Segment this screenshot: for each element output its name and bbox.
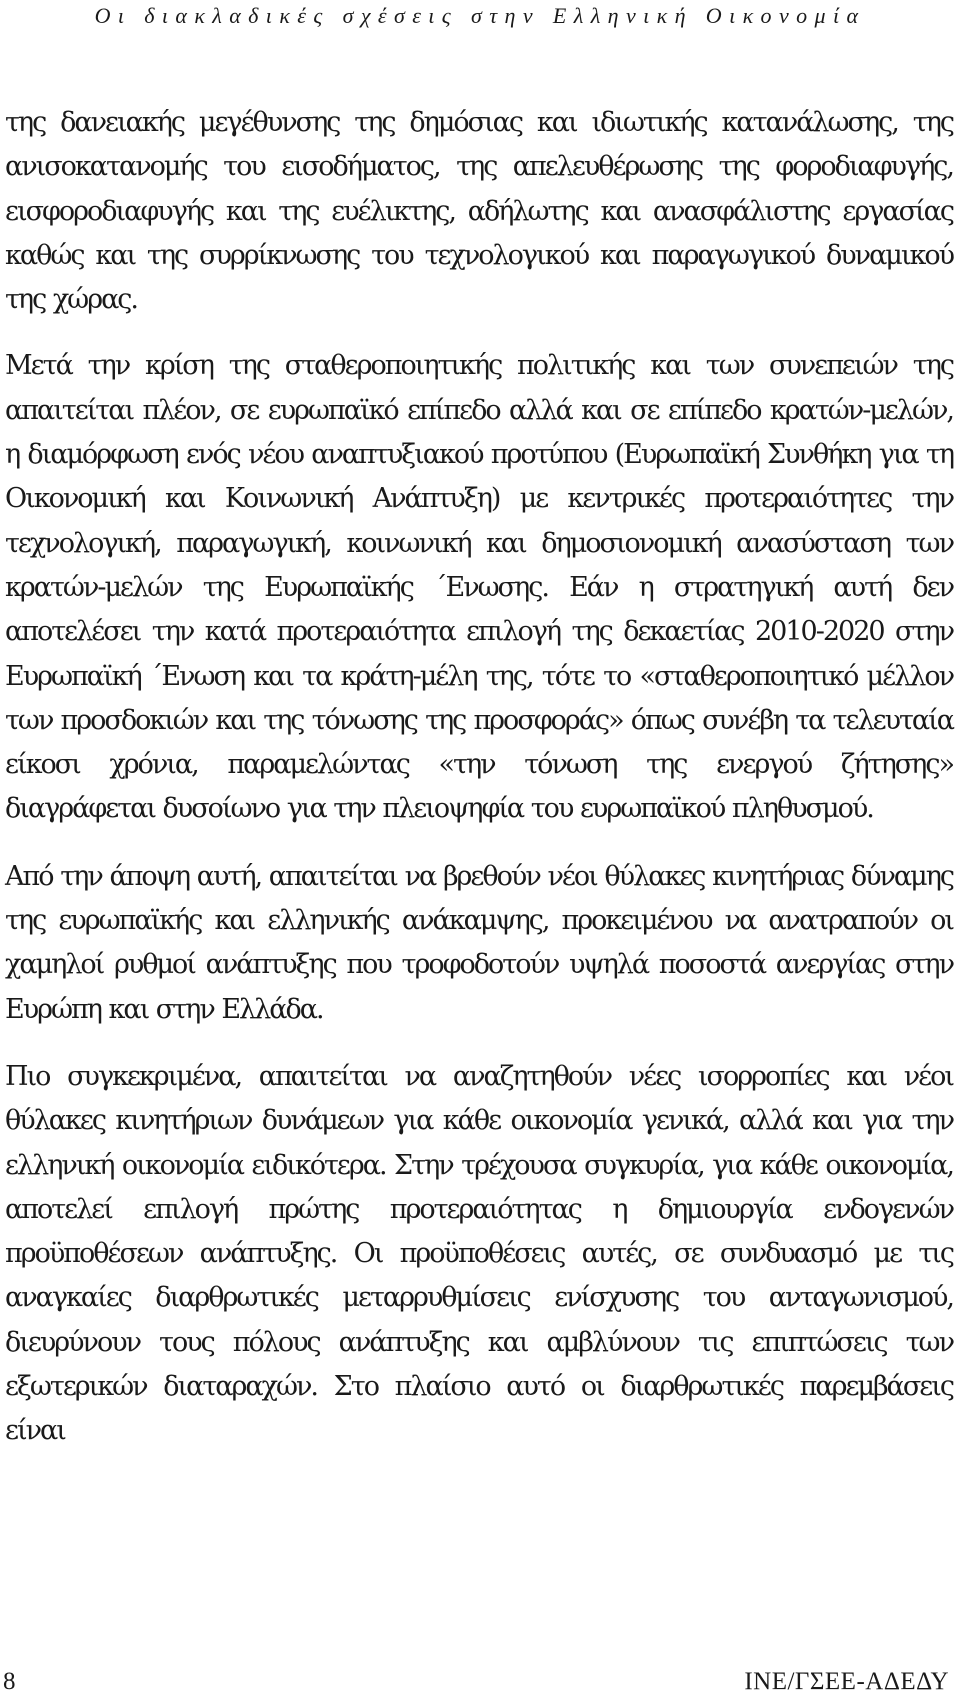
page-footer: [3, 1665, 949, 1699]
page-number: 8: [3, 1668, 16, 1695]
publisher-label: ΙΝΕ/ΓΣΕΕ-ΑΔΕΔΥ: [744, 1668, 949, 1695]
paragraph: Μετά την κρίση της σταθεροποιητικής πολιτικής και των συνεπειών της απαιτείται πλέον, σε ευρωπαϊκό επίπεδο αλλά και σε επίπεδο κρατών-μελών, η διαμόρφωση ενός νέου αναπτυξιακού προτύπου (Ευρωπαϊκή Συνθήκη για τη Οικονομική και Κοινωνική Ανάπτυξη) με κεντρικές προτεραιότητες την τεχνολογική, παραγωγική, κοινωνική και δημοσιονομική ανασύσταση των κρατών-μελών της Ευρωπαϊκής ΄Ενωσης. Εάν η στρατηγική αυτή δεν αποτελέσει την κατά προτεραιότητα επιλογή της δεκαετίας 2010-2020 στην Ευρωπαϊκή ΄Ενωση και τα κράτη-μέλη της, τότε το «σταθεροποιητικό μέλλον των προσδοκιών και της τόνωσης της προσφοράς» όπως συνέβη τα τελευταία είκοσι χρόνια, παραμελώντας «την τόνωση της ενεργού ζήτησης» διαγράφεται δυσοίωνο για την πλειοψηφία του ευρωπαϊκού πληθυσμού.: [5, 350, 953, 825]
paragraph: Από την άποψη αυτή, απαιτείται να βρεθούν νέοι θύλακες κινητήριας δύναμης της ευρωπαϊκής και ελληνικής ανάκαμψης, προκειμένου να ανατραπούν οι χαμηλοί ρυθμοί ανάπτυξης που τροφοδοτούν υψηλά ποσοστά ανεργίας στην Ευρώπη και στην Ελλάδα.: [5, 860, 953, 1025]
body-text: [5, 101, 953, 1477]
paragraph: Πιο συγκεκριμένα, απαιτείται να αναζητηθούν νέες ισορροπίες και νέοι θύλακες κινητήριων δυνάμεων για κάθε οικονομία γενικά, αλλά και για την ελληνική οικονομία ειδικότερα. Στην τρέχουσα συγκυρία, για κάθε οικονομία, αποτελεί επιλογή πρώτης προτεραιότητας η δημιουργία ενδογενών προϋποθέσεων ανάπτυξης. Οι προϋποθέσεις αυτές, σε συνδυασμό με τις αναγκαίες διαρθρωτικές μεταρρυθμίσεις ενίσχυσης του ανταγωνισμού, διευρύνουν τους πόλους ανάπτυξης και αμβλύνουν τις επιπτώσεις των εξωτερικών διαταραχών. Στο πλαίσιο αυτό οι διαρθρωτικές παρεμβάσεις είναι: [5, 1060, 953, 1447]
paragraph: της δανειακής μεγέθυνσης της δημόσιας και ιδιωτικής κατανάλωσης, της ανισοκατανομής του εισοδήματος, της απελευθέρωσης της φοροδιαφυγής, εισφοροδιαφυγής και της ευέλικτης, αδήλωτης και ανασφάλιστης εργασίας καθώς και της συρρίκνωσης του τεχνολογικού και παραγωγικού δυναμικού της χώρας.: [5, 107, 953, 316]
running-head: Οι διακλαδικές σχέσεις στην Ελληνική Οικονομία: [94, 3, 866, 28]
